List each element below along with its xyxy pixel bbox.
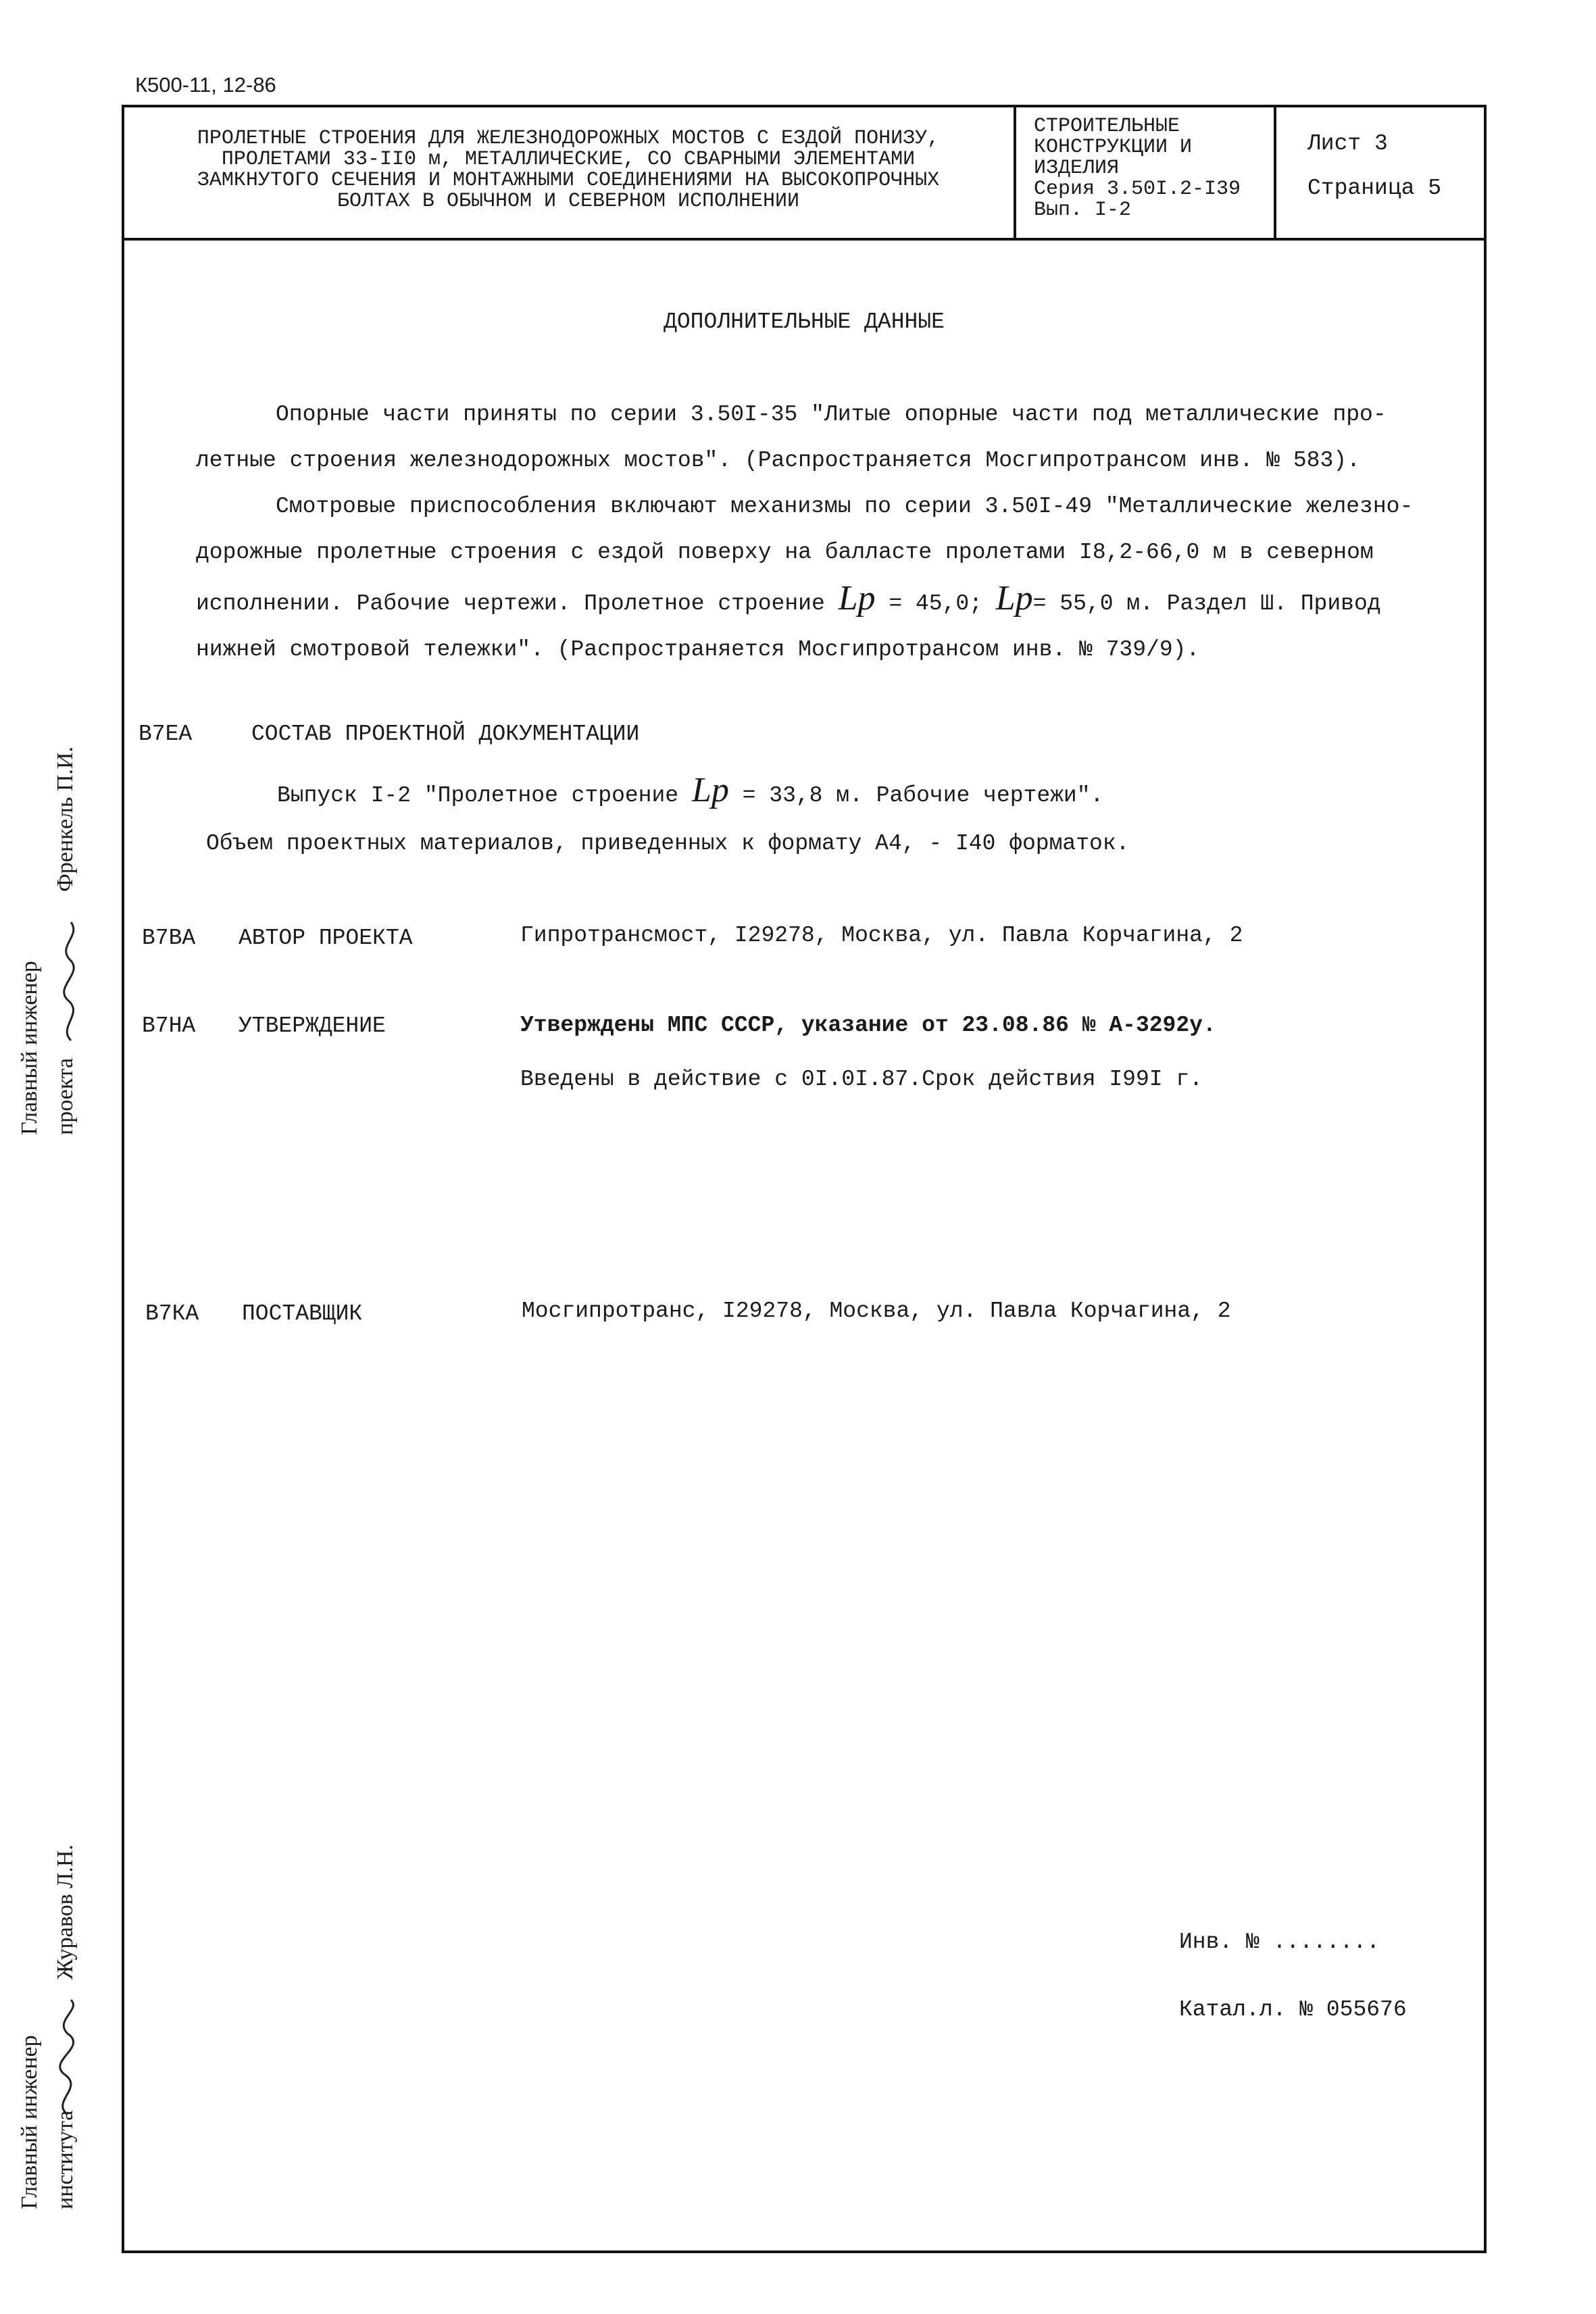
paragraph-text: исполнении. Рабочие чертежи. Пролетное строение (196, 591, 825, 616)
approval-line: Введены в действие с 0I.0I.87.Срок действия I99I г. (520, 1067, 1203, 1092)
catalog-number: Катал.л. № 055676 (1179, 1997, 1407, 2022)
document-code: К500-11, 12-86 (135, 73, 276, 97)
span-length-symbol: Lр (838, 579, 876, 618)
header-divider (122, 238, 1487, 241)
document-title (126, 128, 1011, 212)
series-line: Вып. I-2 (1034, 199, 1132, 222)
paragraph-bearings (196, 392, 1466, 484)
issue-line (277, 770, 1103, 810)
title-line: ПРОЛЕТНЫЕ СТРОЕНИЯ ДЛЯ ЖЕЛЕЗНОДОРОЖНЫХ МОСТОВ С ЕЗДОЙ ПОНИЗУ, (197, 127, 940, 150)
paragraph-line: нижней смотровой тележки". (Распространяется Мосгипротрансом инв. № 739/9). (196, 637, 1200, 662)
sheet-info (1307, 122, 1483, 211)
header-divider-vertical (1014, 105, 1016, 240)
signature-block-project-title1: Главный инженер (17, 961, 42, 1135)
signature-project (51, 912, 91, 1047)
paragraph-text: = 55,0 м. Раздел Ш. Привод (1032, 591, 1381, 616)
paragraph-text: Выпуск I-2 "Пролетное строение (277, 783, 679, 808)
section-label: СОСТАВ ПРОЕКТНОЙ ДОКУМЕНТАЦИИ (251, 722, 640, 747)
span-length-symbol: Lр (691, 771, 729, 809)
signature-block-institute-title2: института (53, 2110, 78, 2209)
paragraph-line: Смотровые приспособления включают механизмы по серии 3.50I-49 "Металлические железно- (276, 494, 1414, 519)
signature-institute (41, 1993, 95, 2121)
approval-value (520, 999, 1216, 1107)
paragraph-line: дорожные пролетные строения с ездой поверху на балласте пролетами I8,2-66,0 м в северном (196, 540, 1374, 565)
signature-block-project-name: Френкель П.И. (53, 747, 78, 892)
section-code: В7НА (142, 1013, 196, 1038)
section-label: УТВЕРЖДЕНИЕ (239, 1013, 386, 1038)
inventory-number: Инв. № ........ (1179, 1930, 1380, 1955)
span-length-symbol: Lр (995, 579, 1033, 618)
series-line: ИЗДЕЛИЯ (1034, 157, 1120, 180)
signature-block-institute-name: Журавов Л.Н. (53, 1844, 78, 1980)
section-code: В7ВА (142, 926, 196, 951)
paragraph-line (196, 576, 1466, 627)
author-value: Гипротрансмост, I29278, Москва, ул. Павла Корчагина, 2 (520, 923, 1243, 948)
section-code: В7ЕА (139, 722, 193, 747)
page-number: Страница 5 (1307, 176, 1442, 201)
volume-line: Объем проектных материалов, приведенных к формату А4, - I40 форматок. (206, 831, 1130, 856)
title-line: ПРОЛЕТАМИ 33-II0 м, МЕТАЛЛИЧЕСКИЕ, СО СВАРНЫМИ ЭЛЕМЕНТАМИ (221, 148, 916, 171)
paragraph-text: = 45,0; (889, 591, 982, 616)
sheet-number: Лист 3 (1307, 131, 1388, 156)
title-line: ЗАМКНУТОГО СЕЧЕНИЯ И МОНТАЖНЫМИ СОЕДИНЕНИЯМИ НА ВЫСОКОПРОЧНЫХ (197, 169, 940, 192)
paragraph-inspection (196, 484, 1466, 673)
section-heading: ДОПОЛНИТЕЛЬНЫЕ ДАННЫЕ (664, 309, 945, 334)
title-line: БОЛТАХ В ОБЫЧНОМ И СЕВЕРНОМ ИСПОЛНЕНИИ (336, 190, 800, 213)
signature-block-institute-title1: Главный инженер (17, 2035, 42, 2209)
section-label: ПОСТАВЩИК (242, 1301, 363, 1326)
series-info (1034, 116, 1270, 221)
signature-block-project-title2: проекта (53, 1057, 78, 1135)
section-label: АВТОР ПРОЕКТА (239, 926, 413, 951)
header-divider-vertical (1274, 105, 1276, 240)
paragraph-line: летные строения железнодорожных мостов". (Распространяется Мосгипротрансом инв. № 583). (196, 448, 1360, 473)
paragraph-text: = 33,8 м. Рабочие чертежи". (742, 783, 1104, 808)
series-line: Серия 3.50I.2-I39 (1034, 178, 1241, 201)
series-line: КОНСТРУКЦИИ И (1034, 136, 1193, 159)
series-line: СТРОИТЕЛЬНЫЕ (1034, 115, 1180, 138)
section-code: В7КА (145, 1301, 199, 1326)
supplier-value: Мосгипротранс, I29278, Москва, ул. Павла Корчагина, 2 (522, 1299, 1231, 1324)
approval-line: Утверждены МПС СССР, указание от 23.08.86 № А-3292у. (520, 1013, 1216, 1038)
paragraph-line: Опорные части приняты по серии 3.50I-35 "Литые опорные части под металлические про- (276, 402, 1387, 427)
